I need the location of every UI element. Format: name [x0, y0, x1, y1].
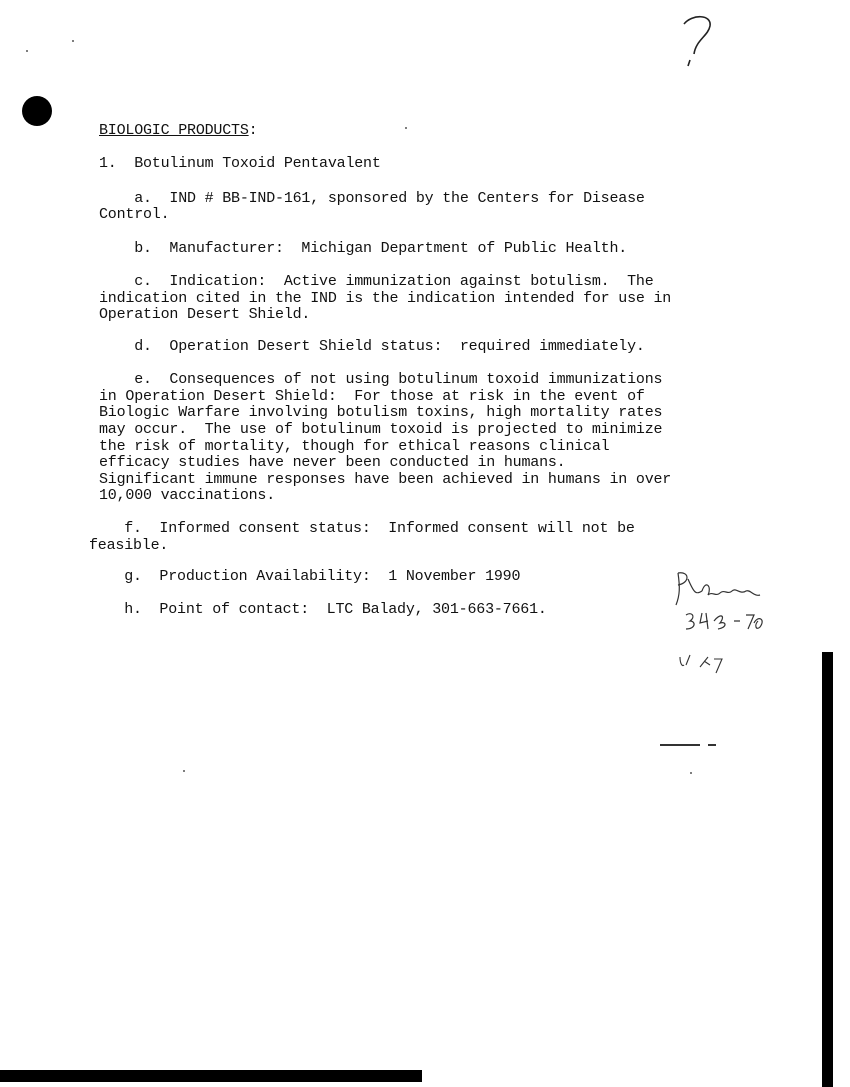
hole-punch-mark: [22, 96, 52, 126]
paragraph-g-line-1: g. Production Availability: 1 November 1990: [89, 568, 521, 585]
scan-edge-bar-right: [822, 652, 833, 1087]
scan-speck: [405, 127, 407, 129]
paragraph-e-line-5: the risk of mortality, though for ethical reasons clinical: [99, 438, 610, 455]
section-heading-colon: :: [248, 122, 258, 139]
paragraph-a-line-2: Control.: [99, 206, 170, 223]
scan-speck: [690, 772, 692, 774]
scan-speck: [183, 770, 185, 772]
paragraph-e-line-4: may occur. The use of botulinum toxoid is projected to minimize: [99, 421, 663, 438]
section-heading-text: BIOLOGIC PRODUCTS: [99, 122, 249, 139]
scan-edge-bar-bottom: [0, 1070, 422, 1082]
paragraph-e-line-1: e. Consequences of not using botulinum toxoid immunizations: [99, 371, 663, 388]
paragraph-e-line-3: Biologic Warfare involving botulism toxins, high mortality rates: [99, 404, 663, 421]
paragraph-e-line-7: Significant immune responses have been achieved in humans in over: [99, 471, 672, 488]
scan-speck: [72, 40, 74, 42]
paragraph-b-line-1: b. Manufacturer: Michigan Department of Public Health.: [99, 240, 628, 257]
paragraph-h-line-1: h. Point of contact: LTC Balady, 301-663-7661.: [89, 601, 547, 618]
paragraph-e-line-8: 10,000 vaccinations.: [99, 487, 276, 504]
paragraph-c-line-2: indication cited in the IND is the indication intended for use in: [99, 290, 672, 307]
paragraph-d-line-1: d. Operation Desert Shield status: required immediately.: [99, 338, 645, 355]
pen-dash-mark: [660, 744, 700, 746]
paragraph-c-line-1: c. Indication: Active immunization against botulism. The: [99, 273, 654, 290]
item-title: 1. Botulinum Toxoid Pentavalent: [99, 155, 381, 172]
paragraph-a-line-1: a. IND # BB-IND-161, sponsored by the Centers for Disease: [99, 190, 645, 207]
paragraph-e-line-6: efficacy studies have never been conducted in humans.: [99, 454, 566, 471]
handwritten-question-mark: [676, 10, 726, 70]
scan-speck: [26, 50, 28, 52]
paragraph-f-line-2: feasible.: [89, 537, 169, 554]
paragraph-c-line-3: Operation Desert Shield.: [99, 306, 311, 323]
section-heading: [99, 122, 257, 139]
paragraph-e-line-2: in Operation Desert Shield: For those at risk in the event of: [99, 388, 645, 405]
handwritten-release-note: [650, 565, 770, 685]
pen-dash-mark: [708, 744, 716, 746]
paragraph-f-line-1: f. Informed consent status: Informed consent will not be: [89, 520, 635, 537]
